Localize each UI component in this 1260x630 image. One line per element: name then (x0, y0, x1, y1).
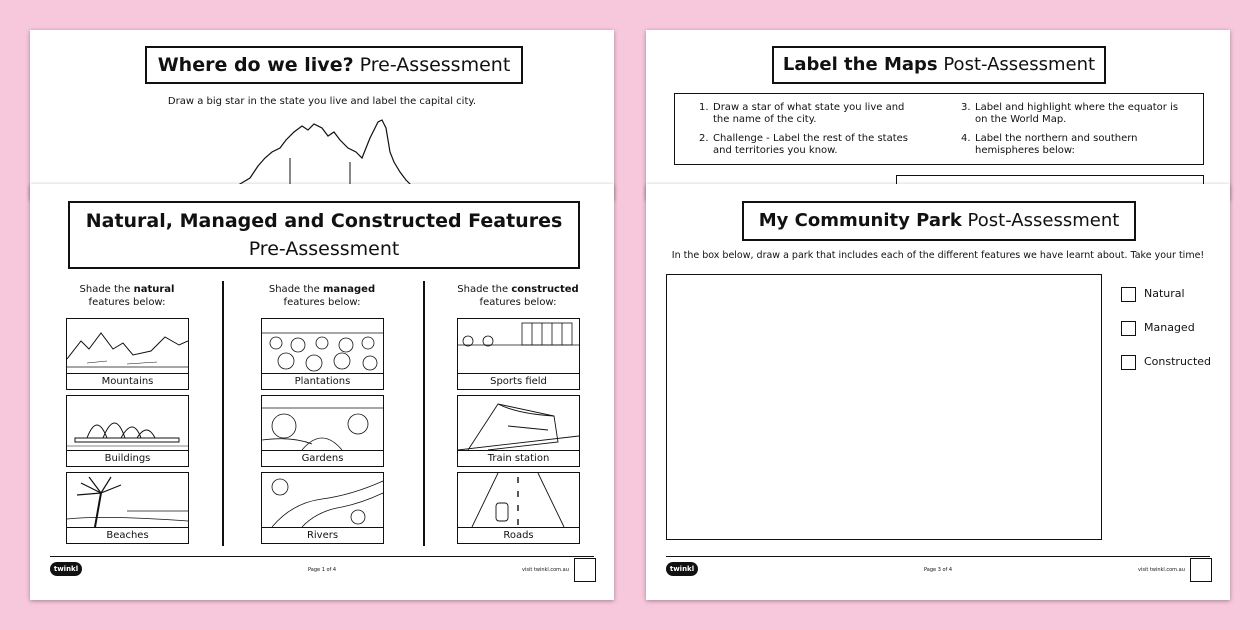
page-number: Page 3 of 4 (924, 567, 953, 573)
feature-card-gardens (261, 395, 384, 467)
quality-badge-icon (1190, 558, 1212, 582)
twinkl-logo: twinkl (50, 562, 82, 576)
feature-card-plantations (261, 318, 384, 390)
checkbox-label: Constructed (1144, 355, 1212, 368)
drawing-area[interactable] (666, 274, 1102, 540)
road-illustration (458, 473, 579, 527)
instruction: In the box below, draw a park that includes each of the different features we have learnt about. Take your time! (671, 250, 1205, 261)
title-rest: Post-Assessment (967, 210, 1120, 231)
checkbox-square[interactable] (1121, 321, 1136, 336)
mountains-illustration (67, 319, 188, 373)
sports-field-illustration (458, 319, 579, 373)
checkbox-label: Natural (1144, 287, 1185, 300)
opera-house-illustration (67, 396, 188, 450)
card-caption: Rivers (306, 530, 339, 541)
worksheet-community-park (646, 184, 1230, 600)
card-caption: Roads (503, 530, 534, 541)
card-caption: Buildings (104, 453, 151, 464)
worksheet-features (30, 184, 614, 600)
feature-card-sports-field (457, 318, 580, 390)
feature-card-buildings (66, 395, 189, 467)
column-heading-natural: Shade the natural features below: (79, 284, 175, 308)
column-divider (423, 281, 425, 546)
instruction: Draw a big star in the state you live and label the capital city. (167, 96, 477, 107)
worksheet-title (68, 201, 580, 269)
twinkl-logo: twinkl (666, 562, 698, 576)
train-illustration (458, 396, 579, 450)
feature-card-beaches (66, 472, 189, 544)
column-heading-managed: Shade the managed features below: (268, 284, 376, 308)
feature-card-train-station (457, 395, 580, 467)
card-caption: Train station (487, 453, 550, 464)
checkbox-label: Managed (1144, 321, 1195, 334)
title-line-1: Natural, Managed and Constructed Features (85, 210, 563, 232)
card-caption: Gardens (301, 453, 344, 464)
worksheet-where-do-we-live (30, 30, 614, 200)
checkbox-square[interactable] (1121, 355, 1136, 370)
feature-card-mountains (66, 318, 189, 390)
river-illustration (262, 473, 383, 527)
card-caption: Mountains (101, 376, 154, 387)
column-divider (222, 281, 224, 546)
garden-illustration (262, 396, 383, 450)
footer-rule (666, 556, 1210, 557)
worksheet-title (742, 201, 1136, 241)
title-bold: My Community Park (758, 210, 962, 231)
checkbox-square[interactable] (1121, 287, 1136, 302)
worksheet-title (772, 46, 1106, 84)
page-number: Page 1 of 4 (308, 567, 337, 573)
feature-card-roads (457, 472, 580, 544)
title-bold: Label the Maps (782, 54, 938, 75)
instructions-box: 1. Draw a star of what state you live and the name of the city. 2. Challenge - Label the rest of the states and territories you know. 3. Label and highlight where the equator is on the World Map. 4. Label the northern and southern hemispheres below: (674, 93, 1204, 165)
beach-illustration (67, 473, 188, 527)
footer-rule (50, 556, 594, 557)
card-caption: Plantations (294, 376, 351, 387)
title-bold: Where do we live? (157, 54, 354, 76)
plantation-illustration (262, 319, 383, 373)
title-rest: Post-Assessment (943, 54, 1096, 75)
quality-badge-icon (574, 558, 596, 582)
feature-card-rivers (261, 472, 384, 544)
worksheet-title (145, 46, 523, 84)
footer-url: visit twinkl.com.au (522, 567, 569, 573)
title-line-2: Pre-Assessment (248, 238, 400, 260)
worksheet-label-the-maps (646, 30, 1230, 200)
card-caption: Sports field (490, 376, 547, 387)
footer-url: visit twinkl.com.au (1138, 567, 1185, 573)
column-heading-constructed: Shade the constructed features below: (457, 284, 579, 308)
title-rest: Pre-Assessment (359, 54, 511, 76)
card-caption: Beaches (106, 530, 149, 541)
